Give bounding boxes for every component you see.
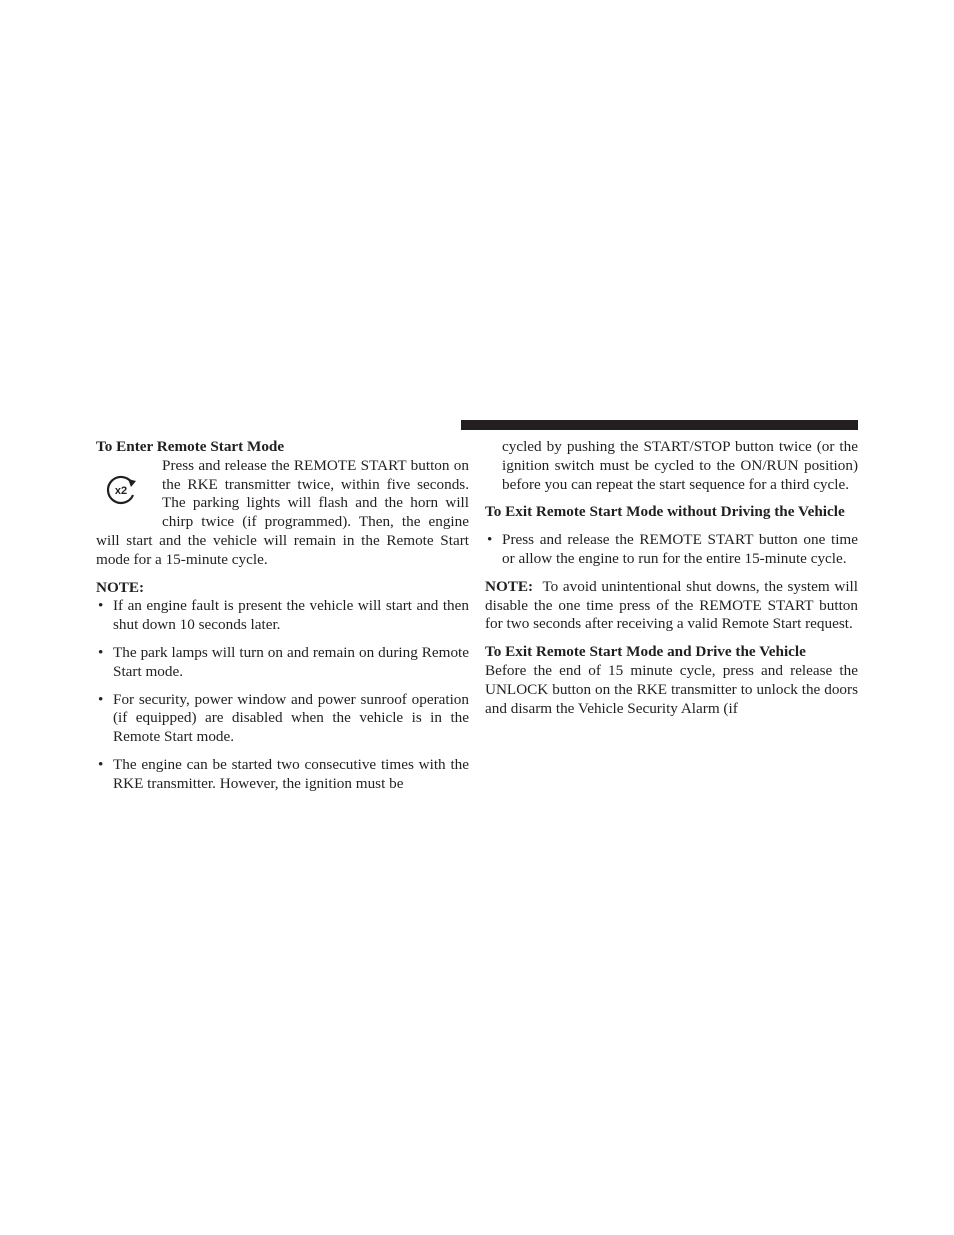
note-label-right: NOTE: (485, 577, 534, 595)
bullet-icon: • (487, 531, 493, 549)
note-paragraph (485, 578, 858, 634)
bullet-icon: • (98, 597, 104, 615)
intro-text: Press and release the REMOTE START button on the RKE transmitter twice, within five seconds. The parking lights will flash and the horn will chirp twice (if programmed). Then, the engine will start and the vehicle will remain in the Remote Start mode for a 15-minute cycle. (96, 456, 469, 568)
bullet-icon: • (98, 690, 104, 708)
bullet-icon: • (98, 643, 104, 661)
list-item: • For security, power window and power sunroof operation (if equipped) are disabled when the vehicle is in the Remote Start mode. (98, 690, 469, 746)
intro-block (96, 457, 469, 570)
icon-label: x2 (114, 484, 128, 497)
list-item: • If an engine fault is present the vehicle will start and then shut down 10 seconds later. (98, 597, 469, 634)
list-item: • The engine can be started two consecutive times with the RKE transmitter. However, the ignition must be (98, 755, 469, 792)
exit-bullet-list (485, 531, 858, 569)
remote-start-twice-icon (96, 459, 154, 519)
heading-exit-without-driving: To Exit Remote Start Mode without Driving the Vehicle (485, 503, 845, 521)
list-item: • The park lamps will turn on and remain on during Remote Start mode. (98, 643, 469, 680)
bullet-icon: • (98, 755, 104, 773)
note-text: To avoid unintentional shut downs, the system will disable the one time press of the REMOTE START button for two seconds after receiving a valid Remote Start request. (485, 577, 858, 633)
heading-exit-and-drive: To Exit Remote Start Mode and Drive the Vehicle (485, 643, 806, 661)
heading-enter-remote-start: To Enter Remote Start Mode (96, 438, 285, 455)
note-label-left: NOTE: (96, 578, 145, 596)
right-column (485, 438, 858, 718)
list-item: • Press and release the REMOTE START button one time or allow the engine to run for the entire 15-minute cycle. (487, 531, 858, 567)
section-header-bar (461, 420, 858, 430)
left-column (96, 438, 469, 803)
drive-text: Before the end of 15 minute cycle, press and release the UNLOCK button on the RKE transmitter to unlock the doors and disarm the Vehicle Security Alarm (if (485, 661, 858, 717)
bullet-continuation-text: cycled by pushing the START/STOP button twice (or the ignition switch must be cycled to the ON/RUN position) before you can repeat the start sequence for a third cycle. (502, 438, 858, 493)
note-bullet-list (96, 597, 469, 793)
